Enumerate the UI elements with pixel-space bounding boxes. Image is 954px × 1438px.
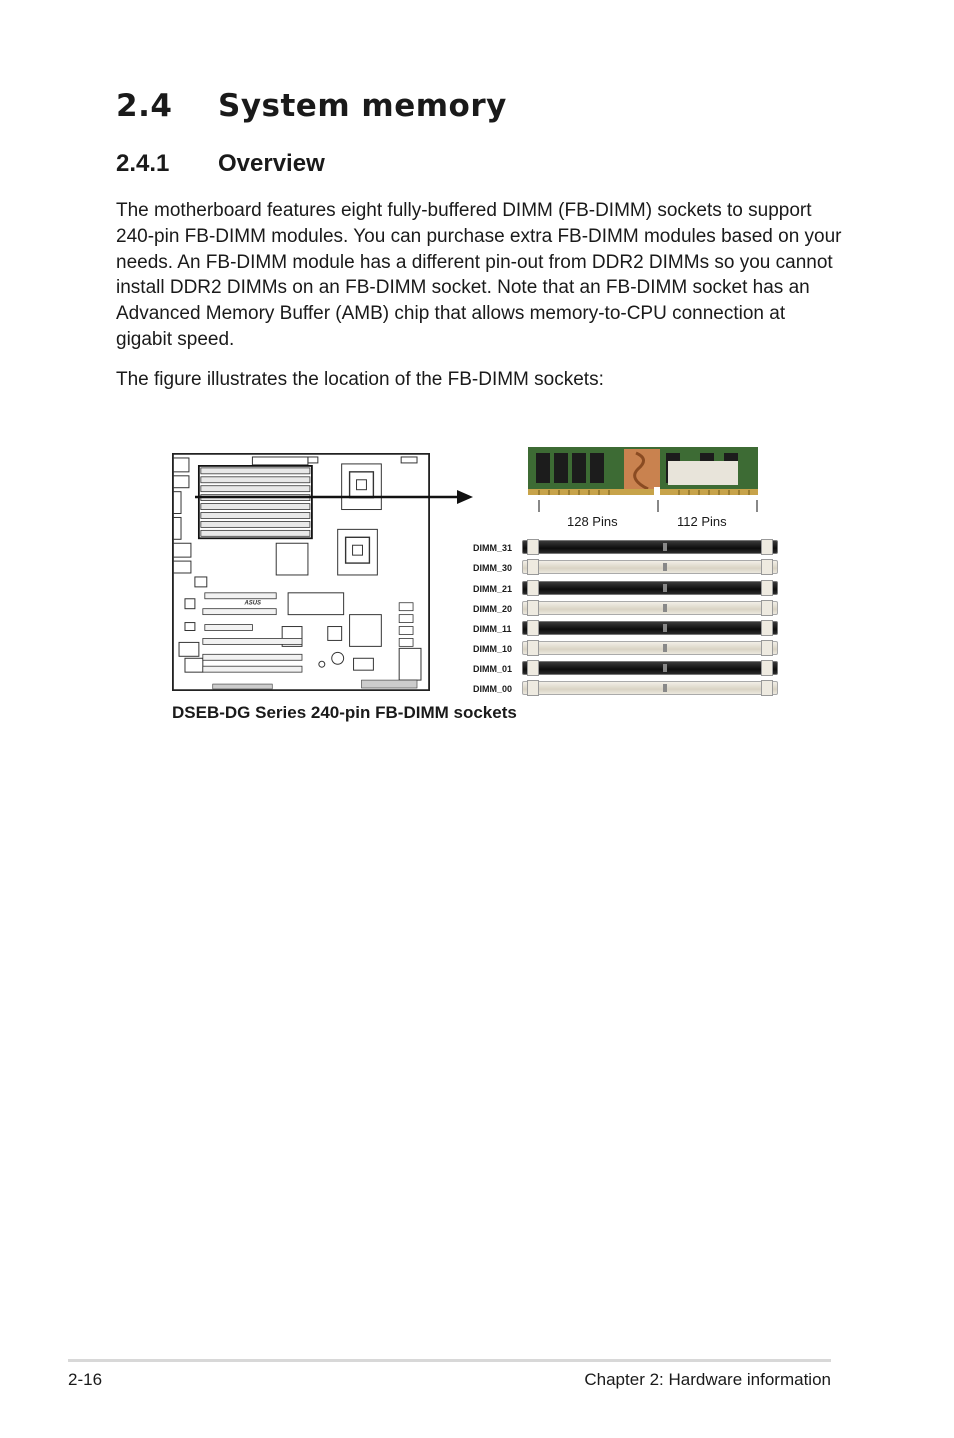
- slot-label: DIMM_10: [473, 644, 513, 654]
- slot-label: DIMM_30: [473, 563, 513, 573]
- overview-paragraph: The motherboard features eight fully-buffered DIMM (FB-DIMM) sockets to support 240-pin FB-DIMM modules. You can purchase extra FB-DIMM modules based on your needs. An FB-DIMM module has a different pin-out from DDR2 DIMMs so you cannot install DDR2 DIMMs on an FB-DIMM socket. Note that an FB-DIMM socket has an Advanced Memory Buffer (AMB) chip that allows memory-to-CPU connection at gigabit speed.: [116, 200, 842, 350]
- slot-label: DIMM_31: [473, 543, 513, 553]
- pin-scale-bracket: [538, 500, 758, 514]
- dimm-slot-20: [522, 601, 778, 615]
- slot-label: DIMM_20: [473, 604, 513, 614]
- slot-label: DIMM_11: [473, 624, 512, 634]
- chapter-label: Chapter 2: Hardware information: [584, 1370, 831, 1389]
- board-logo-text: ASUS: [244, 600, 261, 607]
- figure-caption: DSEB-DG Series 240-pin FB-DIMM sockets: [172, 703, 517, 722]
- fb-dimm-module-illustration: [528, 447, 758, 499]
- dimm-slot-21: [522, 581, 778, 595]
- subsection-title: [116, 150, 325, 178]
- page-number: 2-16: [68, 1370, 103, 1389]
- slot-label: DIMM_00: [473, 684, 513, 694]
- footer-divider: [68, 1359, 831, 1362]
- section-number: 2.4: [116, 88, 173, 124]
- pins-right-label: 112 Pins: [677, 514, 727, 529]
- figure-intro-paragraph: The figure illustrates the location of the FB-DIMM sockets:: [116, 369, 604, 390]
- pointer-arrow: [195, 488, 475, 506]
- dimm-slot-31: [522, 540, 778, 554]
- slot-label: DIMM_21: [473, 584, 513, 594]
- section-title: [116, 88, 507, 124]
- subsection-title-text: Overview: [218, 150, 325, 177]
- section-title-text: System memory: [218, 88, 507, 124]
- dimm-slot-01: [522, 661, 778, 675]
- slot-label: DIMM_01: [473, 664, 513, 674]
- dimm-slot-30: [522, 560, 778, 574]
- dimm-slot-00: [522, 681, 778, 695]
- dimm-slot-11: [522, 621, 778, 635]
- subsection-number: 2.4.1: [116, 150, 170, 177]
- pins-left-label: 128 Pins: [567, 514, 618, 529]
- dimm-slot-10: [522, 641, 778, 655]
